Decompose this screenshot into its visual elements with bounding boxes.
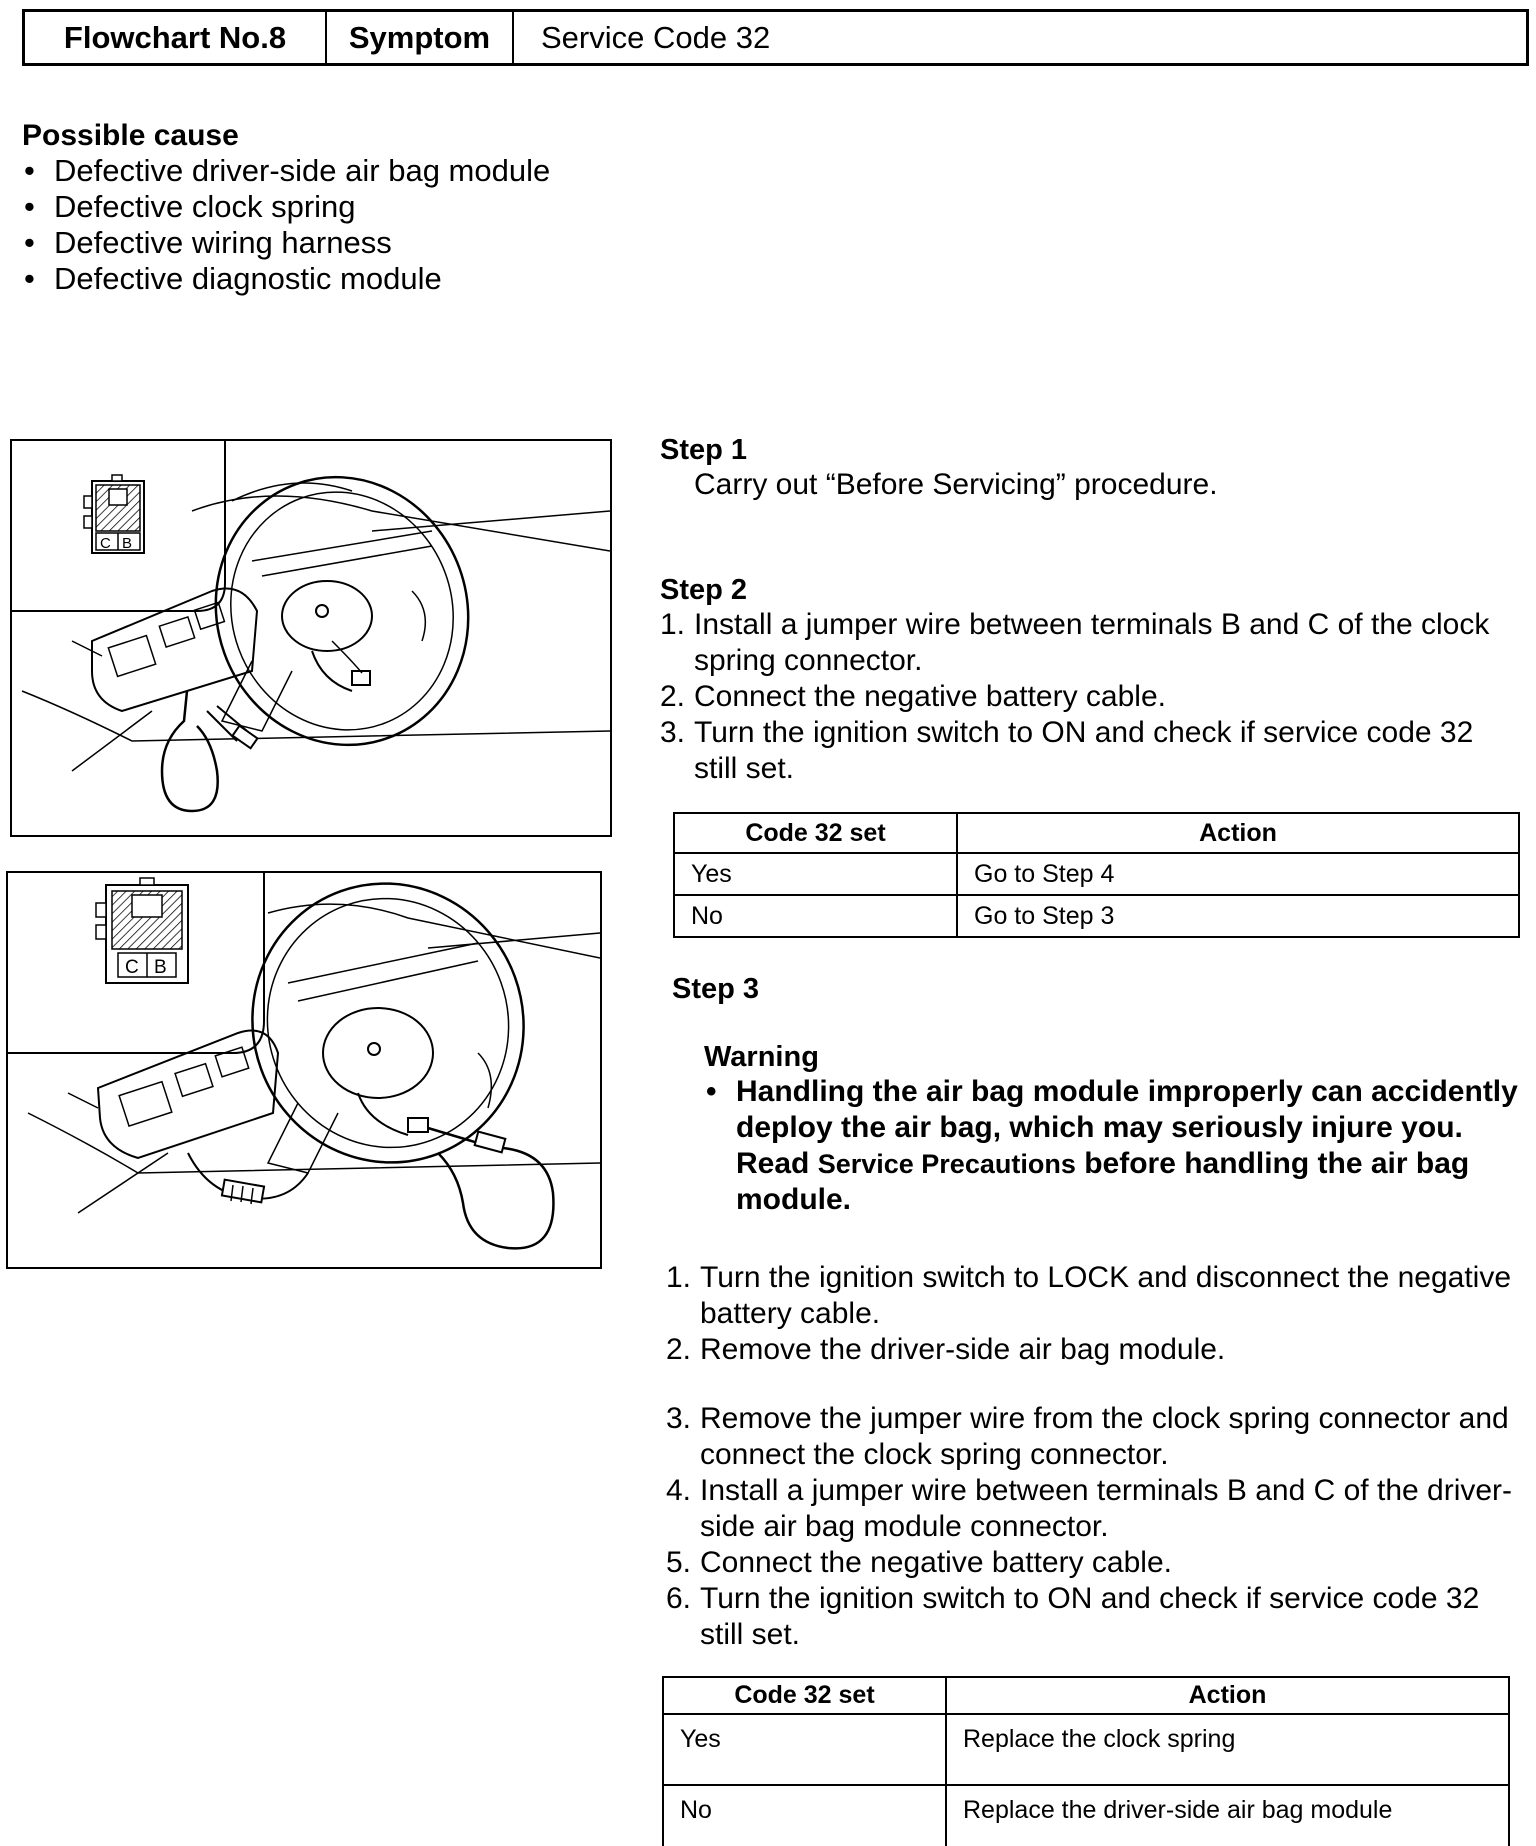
warning-text: • Handling the air bag module improperly can accidently deploy the air bag, which may seriously injure you. Read Service Precautions before handling the air bag module. — [704, 1074, 1524, 1218]
connector-icon — [84, 475, 144, 553]
possible-cause-title: Possible cause — [22, 119, 239, 152]
connector-icon — [96, 878, 188, 983]
step2-item: 3. Turn the ignition switch to ON and check if service code 32 still set. — [660, 716, 1474, 785]
warning-block — [704, 1040, 1524, 1218]
terminal-b-label: B — [154, 957, 167, 978]
terminal-c-label: C — [100, 535, 111, 552]
cause-item: • Defective clock spring — [22, 189, 550, 225]
step1-text: Carry out “Before Servicing” procedure. — [694, 468, 1218, 501]
step3-list-a — [666, 1260, 1526, 1368]
step2-item: 2. Connect the negative battery cable. — [660, 680, 1166, 713]
symptom-label: Symptom — [327, 12, 514, 63]
table-row: Yes Replace the clock spring — [663, 1714, 1509, 1785]
cause-item: • Defective driver-side air bag module — [22, 153, 550, 189]
table-row: No Replace the driver-side air bag module — [663, 1785, 1509, 1846]
step3-item: 2. Remove the driver-side air bag module. — [666, 1333, 1226, 1366]
steering-column-illustration-2 — [8, 873, 600, 1267]
step2-list — [660, 607, 1520, 787]
table-header: Action — [946, 1677, 1509, 1714]
step3-item: 6. Turn the ignition switch to ON and check if service code 32 still set. — [666, 1582, 1480, 1651]
step2-section — [660, 573, 1520, 787]
step3-item: 1. Turn the ignition switch to LOCK and disconnect the negative battery cable. — [666, 1261, 1512, 1330]
cause-item: • Defective wiring harness — [22, 225, 550, 261]
step2-item: 1. Install a jumper wire between terminals B and C of the clock spring connector. — [660, 608, 1490, 677]
table-header: Code 32 set — [663, 1677, 946, 1714]
cause-item: • Defective diagnostic module — [22, 261, 550, 297]
step3-section — [672, 972, 1532, 1006]
possible-cause-list — [22, 153, 550, 297]
table-header: Action — [957, 813, 1519, 853]
step2-title: Step 2 — [660, 574, 748, 606]
possible-cause-section — [22, 118, 550, 297]
step2-result-table — [673, 812, 1520, 938]
header-bar — [22, 9, 1529, 66]
step1-section — [660, 433, 1520, 503]
table-header: Code 32 set — [674, 813, 957, 853]
table-row: Yes Go to Step 4 — [674, 853, 1519, 895]
symptom-value: Service Code 32 — [541, 19, 771, 55]
table-row: No Go to Step 3 — [674, 895, 1519, 937]
step3-result-table — [662, 1676, 1510, 1846]
terminal-c-label: C — [125, 957, 139, 978]
flowchart-number: Flowchart No.8 — [25, 12, 327, 63]
step3-item: 4. Install a jumper wire between terminals B and C of the driver-side air bag module connector. — [666, 1474, 1513, 1543]
step1-title: Step 1 — [660, 434, 748, 466]
warning-title: Warning — [704, 1041, 819, 1073]
steering-column-illustration-1 — [12, 441, 610, 835]
terminal-b-label: B — [122, 535, 133, 552]
figure-airbag-module-jumper — [6, 871, 602, 1269]
figure-clock-spring-jumper — [10, 439, 612, 837]
step3-title: Step 3 — [672, 973, 760, 1005]
step3-item: 3. Remove the jumper wire from the clock spring connector and connect the clock spring connector. — [666, 1402, 1509, 1471]
step3-list-b — [666, 1401, 1526, 1653]
step3-item: 5. Connect the negative battery cable. — [666, 1546, 1172, 1579]
